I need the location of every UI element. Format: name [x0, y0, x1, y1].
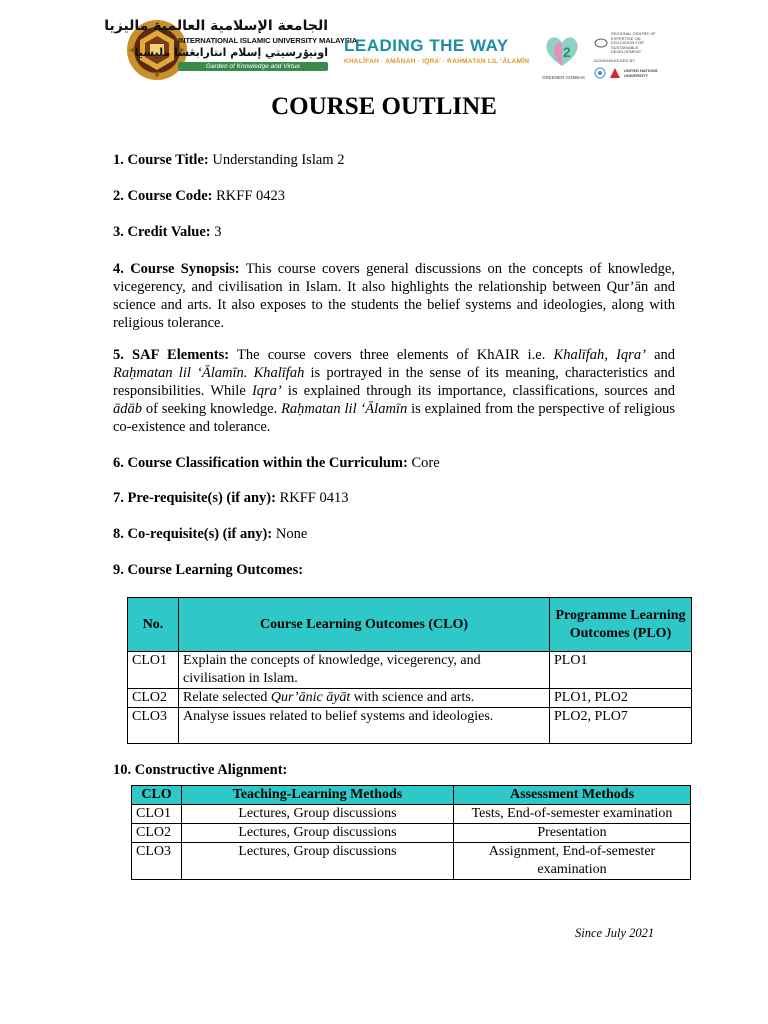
saf-text-4: is explained through its importance, classifications, sources and — [287, 383, 675, 399]
clo-text-pre: Relate selected — [183, 690, 268, 705]
saf-text-6: is explained from the perspective of religious co-existence and tolerance. — [113, 401, 675, 435]
greener-gombak-label: GREENER GOMBAK — [542, 75, 586, 80]
course-code-value: RKFF 0423 — [216, 188, 286, 204]
table-row — [128, 652, 692, 689]
clo-table — [127, 597, 692, 744]
clo-plo: PLO1, PLO2 — [550, 689, 692, 708]
leading-the-way-title: LEADING THE WAY — [344, 36, 509, 55]
clo-text: Explain the concepts of knowledge, vicegerency, and civilisation in Islam. — [179, 652, 550, 689]
saf-paragraph — [113, 346, 675, 436]
saf-italic-5: Raḥmatan lil ‘Ālamīn — [281, 401, 408, 417]
alignment-header-am: Assessment Methods — [454, 786, 691, 805]
saf-label: 5. SAF Elements: — [113, 347, 230, 363]
course-title-value: Understanding Islam 2 — [212, 152, 345, 168]
course-title-label: 1. Course Title: — [113, 152, 209, 168]
svg-text:2: 2 — [563, 44, 571, 60]
alignment-tl: Lectures, Group discussions — [182, 805, 454, 824]
course-code-label: 2. Course Code: — [113, 188, 213, 204]
table-row — [132, 824, 691, 843]
alignment-header-clo: CLO — [132, 786, 182, 805]
saf-text-5: of seeking knowledge. — [145, 401, 278, 417]
un-university-label: UNITED NATIONS UNIVERSITY — [624, 67, 658, 78]
clo-heading: 9. Course Learning Outcomes: — [113, 562, 304, 578]
synopsis-text: This course covers general discussions on the concepts of knowledge, vicegerency, and civilisation in Islam. It also highlights the relationship between Qur’ān and science and arts. It also exposes to the students the belief systems and ideologies, along with religious tolerance. — [113, 261, 675, 331]
table-row — [132, 843, 691, 880]
saf-italic-1: Khalīfah, Iqra’ — [553, 347, 646, 363]
saf-text-2: and — [654, 347, 676, 363]
iium-name-block — [104, 18, 358, 84]
prerequisite-value: RKFF 0413 — [279, 490, 349, 506]
heart-leaf-icon — [542, 32, 582, 70]
clo-text: Analyse issues related to belief systems and ideologies. — [179, 708, 550, 744]
synopsis-label: 4. Course Synopsis: — [113, 261, 240, 277]
unu-logo-icon — [609, 67, 621, 79]
un-emblem-icon — [594, 67, 606, 79]
saf-text-3: is portrayed in the sense of its meaning, characteristics and responsibilities. While — [113, 365, 675, 399]
saf-italic-3: Iqra’ — [251, 383, 282, 399]
clo-header-plo: Programme Learning Outcomes (PLO) — [550, 598, 692, 652]
un-university-logo — [594, 32, 664, 82]
clo-text-italic: Qur’ānic āyāt — [270, 690, 351, 705]
table-row — [132, 805, 691, 824]
classification-line — [113, 454, 675, 472]
clo-no: CLO1 — [128, 652, 179, 689]
clo-plo: PLO2, PLO7 — [550, 708, 692, 744]
prerequisite-label: 7. Pre-requisite(s) (if any): — [113, 490, 276, 506]
arabic-university-name: الجامعة الإسلامية العالمية ماليزيا — [104, 18, 328, 34]
page-title: COURSE OUTLINE — [271, 93, 497, 120]
classification-label: 6. Course Classification within the Curriculum: — [113, 455, 408, 471]
alignment-clo: CLO3 — [132, 843, 182, 880]
alignment-table — [131, 785, 691, 880]
clo-text — [179, 689, 550, 708]
course-code-line — [113, 187, 675, 205]
alignment-clo: CLO1 — [132, 805, 182, 824]
course-title-line — [113, 151, 675, 169]
table-row — [128, 708, 692, 744]
alignment-tl: Lectures, Group discussions — [182, 843, 454, 880]
alignment-am: Tests, End-of-semester examination — [454, 805, 691, 824]
greener-gombak-logo — [542, 32, 586, 82]
credit-value-value: 3 — [214, 224, 222, 240]
alignment-table-header — [132, 786, 691, 805]
university-name: INTERNATIONAL ISLAMIC UNIVERSITY MALAYSIA — [178, 36, 358, 45]
prerequisite-line — [113, 489, 675, 507]
rce-logo-icon — [594, 38, 608, 48]
corequisite-label: 8. Co-requisite(s) (if any): — [113, 526, 273, 542]
saf-italic-2: Raḥmatan lil ‘Ālamīn. Khalīfah — [113, 365, 305, 381]
acknowledged-label: ACKNOWLEDGED BY — [594, 57, 635, 63]
since-date: Since July 2021 — [575, 926, 655, 940]
page-header — [104, 14, 680, 88]
clo-plo: PLO1 — [550, 652, 692, 689]
clo-no: CLO3 — [128, 708, 179, 744]
alignment-clo: CLO2 — [132, 824, 182, 843]
corequisite-value: None — [275, 526, 308, 542]
clo-header-no: No. — [128, 598, 179, 652]
alignment-am: Assignment, End-of-semester examination — [454, 843, 691, 880]
table-row — [128, 689, 692, 708]
jawi-university-name: اونيۏرسيتي إسلام انتارابڠسا مليسيا — [134, 46, 328, 59]
clo-no: CLO2 — [128, 689, 179, 708]
credit-value-label: 3. Credit Value: — [113, 224, 211, 240]
alignment-heading: 10. Constructive Alignment: — [113, 762, 288, 778]
alignment-am: Presentation — [454, 824, 691, 843]
synopsis-paragraph — [113, 260, 675, 332]
rce-label: REGIONAL CENTRE OF EXPERTISE ON EDUCATION FOR SUSTAINABLE DEVELOPMENT — [611, 31, 656, 54]
clo-text-post: with science and arts. — [353, 690, 475, 705]
saf-italic-4: ādāb — [113, 401, 142, 417]
clo-table-header — [128, 598, 692, 652]
leading-the-way-subtitle: KHALĪFAH · AMĀNAH · IQRA’ · RAHMATAN LIL ‘ĀLAMĪN — [344, 58, 530, 65]
classification-value: Core — [411, 455, 440, 471]
corequisite-line — [113, 525, 675, 543]
alignment-tl: Lectures, Group discussions — [182, 824, 454, 843]
credit-value-line — [113, 223, 675, 241]
alignment-header-tl: Teaching-Learning Methods — [182, 786, 454, 805]
saf-text-1: The course covers three elements of KhAIR i.e. — [236, 347, 546, 363]
clo-header-clo: Course Learning Outcomes (CLO) — [179, 598, 550, 652]
garden-tagline: Garden of Knowledge and Virtue — [178, 62, 328, 71]
